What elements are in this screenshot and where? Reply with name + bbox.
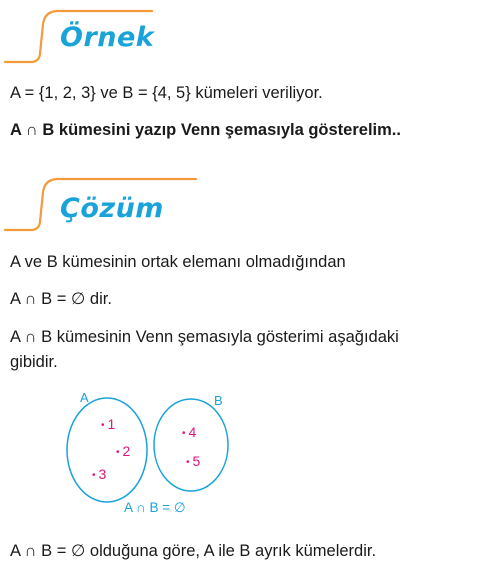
element-dot: • — [101, 420, 105, 431]
solution-line-2: A ∩ B = ∅ dir. — [10, 290, 112, 308]
set-a-element: • 3 — [92, 466, 107, 482]
example-heading: Örnek — [60, 22, 155, 53]
solution-line-3: A ∩ B kümesinin Venn şemasıyla gösterimi aşağıdaki — [10, 328, 399, 346]
element-dot: • — [182, 428, 186, 439]
set-b-element: • 5 — [186, 453, 201, 469]
set-a-element: • 2 — [116, 443, 131, 459]
element-dot: • — [116, 447, 120, 458]
element-dot: • — [92, 470, 96, 481]
set-b-circle — [154, 399, 228, 491]
solution-line-4: gibidir. — [10, 353, 58, 371]
example-statement: A = {1, 2, 3} ve B = {4, 5} kümeleri veriliyor. — [10, 84, 323, 102]
set-b-element: • 4 — [182, 424, 197, 440]
solution-heading: Çözüm — [60, 193, 164, 224]
set-a-circle — [67, 398, 147, 502]
solution-line-1: A ve B kümesinin ortak elemanı olmadığından — [10, 253, 346, 271]
set-b-label: B — [214, 393, 223, 408]
venn-caption: A ∩ B = ∅ — [124, 500, 186, 515]
element-dot: • — [186, 457, 190, 468]
example-question: A ∩ B kümesini yazıp Venn şemasıyla gösterelim.. — [10, 121, 401, 139]
venn-diagram — [0, 380, 491, 520]
set-a-element: • 1 — [101, 416, 116, 432]
conclusion: A ∩ B = ∅ olduğuna göre, A ile B ayrık kümelerdir. — [10, 542, 377, 560]
set-a-label: A — [80, 390, 89, 405]
